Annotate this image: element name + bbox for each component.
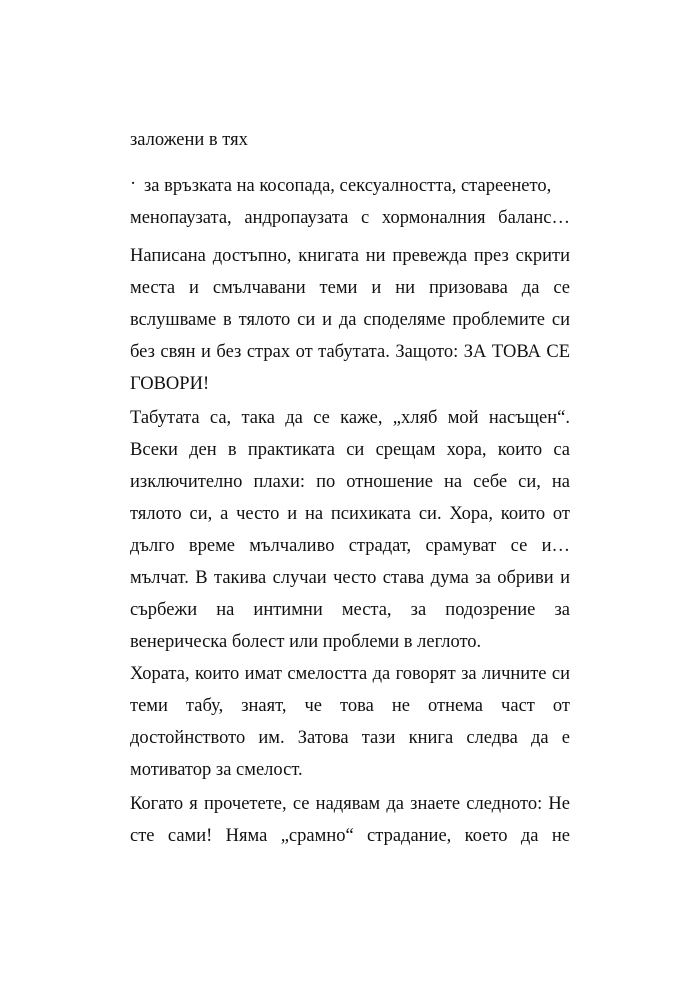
text-line: мълчат. В такива случаи често става дума за обриви и bbox=[130, 568, 570, 588]
paragraph-2 bbox=[130, 402, 570, 658]
text-line: Хората, които имат смелостта да говорят за личните си bbox=[130, 664, 570, 684]
text-line: вслушваме в тялото си и да споделяме проблемите си bbox=[130, 310, 570, 330]
text-line: теми табу, знаят, че това не отнема част от bbox=[130, 696, 570, 716]
text-line: Когато я прочетете, се надявам да знаете следното: Не bbox=[130, 794, 570, 814]
text-line: изключително плахи: по отношение на себе си, на bbox=[130, 472, 570, 492]
text-line: мотиватор за смелост. bbox=[130, 760, 303, 780]
text-line: достойнството им. Затова тази книга следва да е bbox=[130, 728, 570, 748]
text-fragment bbox=[130, 124, 570, 156]
text-line: тялото си, а често и на психиката си. Хора, които от bbox=[130, 504, 570, 524]
text-line: без свян и без страх от табутата. Защото: ЗА ТОВА СЕ bbox=[130, 342, 570, 362]
text-line: заложени в тях bbox=[130, 130, 248, 150]
text-line: ГОВОРИ! bbox=[130, 374, 210, 394]
text-line: Всеки ден в практиката си срещам хора, които са bbox=[130, 440, 570, 460]
paragraph-4 bbox=[130, 788, 570, 852]
text-line: сте сами! Няма „срамно“ страдание, което да не bbox=[130, 826, 570, 846]
text-line: Написана достъпно, книгата ни превежда през скрити bbox=[130, 246, 570, 266]
bullet-marker: · bbox=[130, 174, 137, 194]
text-line: сърбежи на интимни места, за подозрение за bbox=[130, 600, 570, 620]
text-line: за връзката на косопада, сексуалността, стареенето, bbox=[144, 176, 552, 196]
text-line: Табутата са, така да се каже, „хляб мой насъщен“. bbox=[130, 408, 570, 428]
text-line: места и смълчавани теми и ни призовава да се bbox=[130, 278, 570, 298]
text-line: дълго време мълчаливо страдат, срамуват се и… bbox=[130, 536, 570, 556]
bullet-item bbox=[130, 170, 570, 234]
paragraph-1 bbox=[130, 240, 570, 400]
text-line: менопаузата, андропаузата с хормоналния баланс… bbox=[130, 208, 570, 228]
paragraph-3 bbox=[130, 658, 570, 786]
text-line: венерическа болест или проблеми в леглото. bbox=[130, 632, 482, 652]
